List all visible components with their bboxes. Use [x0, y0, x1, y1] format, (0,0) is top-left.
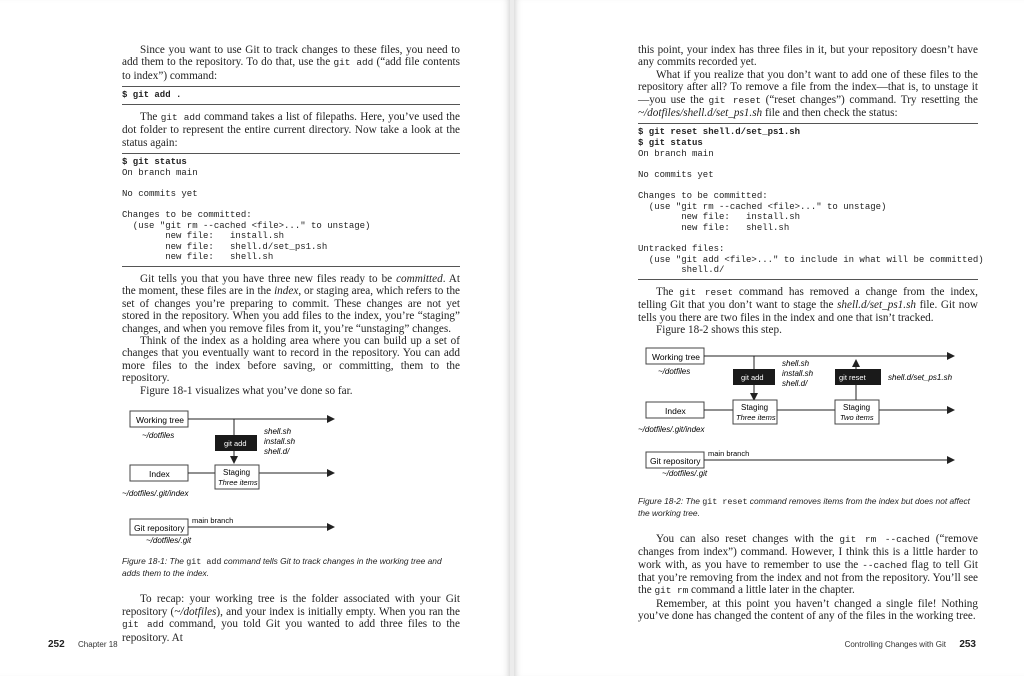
working-tree-label: Working tree	[652, 352, 701, 363]
paragraph: To recap: your working tree is the folder associated with your Git repository (~/dotfiles), and your index is initially empty. When you ran the git add command, you told Git you wanted to add three files to the repository. At	[122, 593, 460, 644]
git-reset-label: git reset	[839, 373, 866, 383]
branch-label: main branch	[708, 449, 750, 459]
git-add-label: git add	[224, 439, 247, 449]
repo-path: ~/dotfiles/.git	[662, 469, 708, 479]
staging-sub: Two items	[840, 413, 874, 423]
code-block: $ git reset shell.d/set_ps1.sh $ git status On branch main No commits yet Changes to be committed: (use "git rm --cached <file>..." to unstage) new file: install.sh new file: shell.sh Untracked files: (use "git add <file>..." to include in what will be committed) shell.d/	[638, 123, 978, 279]
index-label: Index	[149, 469, 170, 480]
file-label: shell.d/	[264, 447, 290, 457]
git-add-label: git add	[741, 373, 764, 383]
paragraph: Think of the index as a holding area where you can build up a set of changes that you eventually want to record in the repository. You can add more files to the index before saving, or committing, them to the repository.	[122, 335, 460, 385]
paragraph: this point, your index has three files in it, but your repository doesn’t have any commits recorded yet.	[638, 44, 978, 69]
reset-file-label: shell.d/set_ps1.sh	[888, 373, 953, 383]
figure-18-2	[638, 342, 978, 518]
repo-path: ~/dotfiles/.git	[146, 536, 192, 546]
code-block: $ git status On branch main No commits yet Changes to be committed: (use "git rm --cached <file>..." to unstage) new file: install.sh new file: shell.d/set_ps1.sh new file: shell.sh	[122, 153, 460, 267]
figure-18-1	[122, 403, 462, 579]
working-tree-path: ~/dotfiles	[658, 367, 691, 377]
staging-label: Staging	[223, 468, 251, 478]
paragraph: Figure 18-1 visualizes what you’ve done so far.	[140, 384, 353, 397]
working-tree-label: Working tree	[136, 415, 185, 426]
file-label: install.sh	[782, 369, 814, 379]
file-label: install.sh	[264, 437, 296, 447]
chapter-label: Controlling Changes with Git	[844, 640, 946, 649]
index-label: Index	[665, 406, 686, 417]
left-page	[0, 0, 510, 676]
figure-18-2-diagram	[638, 342, 978, 492]
figure-18-1-diagram	[122, 403, 462, 553]
figure-caption: Figure 18-1: The git add command tells Git to track changes in the working tree and adds them to the index.	[122, 556, 442, 579]
index-path: ~/dotfiles/.git/index	[638, 425, 705, 435]
paragraph: What if you realize that you don’t want to add one of these files to the repository after all? To remove a file from the index—that is, to unstage it—you use the git reset (“reset changes”) command. Try resetting the ~/dotfiles/shell.d/set_ps1.sh file and then check the status:	[638, 68, 978, 120]
paragraph: Since you want to use Git to track changes to these files, you need to add them to the repository. To do that, use the git add (“add file contents to index”) command:	[122, 44, 460, 82]
branch-label: main branch	[192, 516, 234, 526]
chapter-label: Chapter 18	[78, 640, 118, 649]
code-block: $ git add .	[122, 86, 460, 105]
right-footer	[845, 634, 976, 652]
left-footer	[48, 634, 118, 652]
staging-sub: Three items	[736, 413, 776, 423]
paragraph: Figure 18-2 shows this step.	[656, 323, 782, 336]
staging-label: Staging	[741, 403, 769, 413]
paragraph: Remember, at this point you haven’t changed a single file! Nothing you’ve done has changed the content of any of the files in the working tree.	[638, 597, 978, 623]
git-repository-label: Git repository	[650, 456, 701, 467]
paragraph: Git tells you that you have three new files ready to be committed. At the moment, these files are in the index, or staging area, which refers to the set of changes you’re preparing to commit. These changes are not yet stored in the repository. When you add files to the index, you’re “staging” changes, and when you remove files from it, you’re “unstaging” changes.	[122, 272, 461, 335]
page-number: 252	[48, 639, 65, 650]
staging-sub: Three items	[218, 478, 258, 488]
paragraph: The git add command takes a list of filepaths. Here, you’ve used the dot folder to represent the entire current directory. Now take a look at the status again:	[122, 110, 460, 149]
file-label: shell.sh	[782, 359, 810, 369]
right-page-text	[638, 44, 984, 623]
staging-label: Staging	[843, 403, 871, 413]
figure-caption: Figure 18-2: The git reset command removes items from the index but does not affect the working tree.	[638, 495, 970, 518]
right-page	[514, 0, 1024, 676]
file-label: shell.sh	[264, 427, 292, 437]
left-page-text	[122, 44, 460, 644]
paragraph: The git reset command has removed a change from the index, telling Git that you don’t want to stage the shell.d/set_ps1.sh file. Git now tells you there are two files in the index and one that isn’t tracked.	[638, 285, 978, 324]
page-number: 253	[959, 639, 976, 650]
git-repository-label: Git repository	[134, 523, 185, 534]
file-label: shell.d/	[782, 379, 808, 389]
paragraph: You can also reset changes with the git rm --cached (“remove changes from index”) command. However, I think this is a little harder to work with, as you have to remember to use the --cached flag to tell Git that you’re removing from the index and not from the repository. You’ll see the git rm command a little later in the chapter.	[638, 532, 978, 597]
working-tree-path: ~/dotfiles	[142, 431, 175, 441]
index-path: ~/dotfiles/.git/index	[122, 489, 189, 499]
